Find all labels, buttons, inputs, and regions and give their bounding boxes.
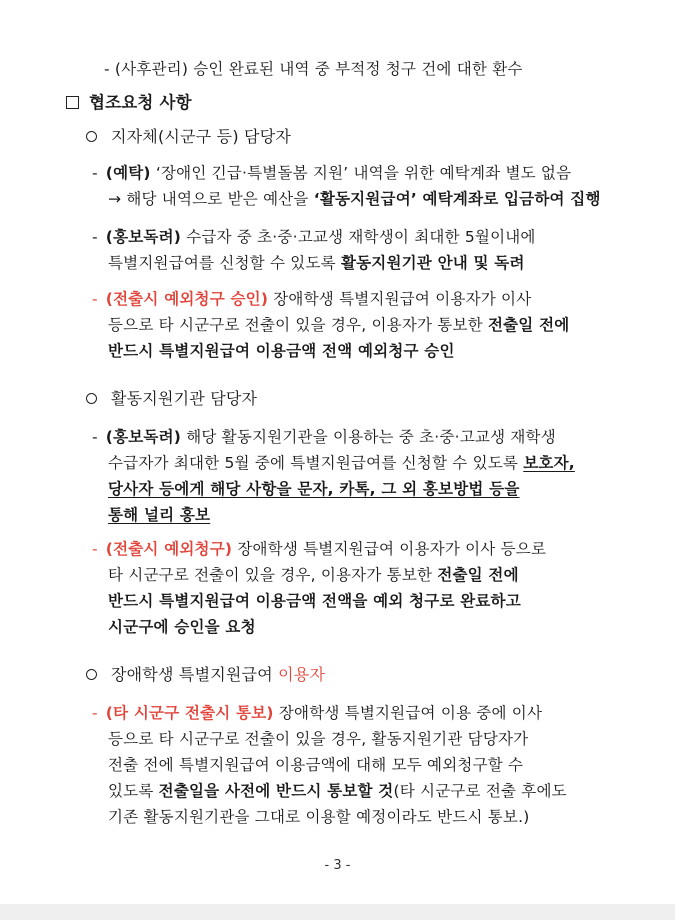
text-line: - (사후관리) 승인 완료된 내역 중 부적정 청구 건에 대한 환수 [104,60,523,78]
text-line: 시군구에 승인을 요청 [108,618,256,636]
subsection-heading: 활동지원기관 담당자 [86,388,257,410]
text-line: 전출 전에 특별지원급여 이용금액에 대해 모두 예외청구할 수 [108,756,524,774]
page-number: - 3 - [324,858,351,873]
text-line: 반드시 특별지원급여 이용금액 전액 예외청구 승인 [108,342,455,360]
text-line: - (예탁) ‘장애인 긴급·특별돌봄 지원’ 내역을 위한 예탁계좌 별도 없음 [92,164,572,182]
text-line: - (전출시 예외청구) 장애학생 특별지원급여 이용자가 이사 등으로 [92,540,547,558]
circle-bullet-icon [86,131,97,142]
text-line: 통해 널리 홍보 [108,506,211,524]
text-line: - (홍보독려) 해당 활동지원기관을 이용하는 중 초·중·고교생 재학생 [92,428,556,446]
checkbox-bullet-icon [66,96,79,109]
text-line: 등으로 타 시군구로 전출이 있을 경우, 활동지원기관 담당자가 [108,730,529,748]
text-line: - (타 시군구 전출시 통보) 장애학생 특별지원급여 이용 중에 이사 [92,704,543,722]
text-line: 당사자 등에게 해당 사항을 문자, 카톡, 그 외 홍보방법 등을 [108,480,520,498]
text-line: - (홍보독려) 수급자 중 초·중·고교생 재학생이 최대한 5월이내에 [92,228,536,246]
circle-bullet-icon [86,669,97,680]
text-line: 특별지원급여를 신청할 수 있도록 활동지원기관 안내 및 독려 [108,254,525,272]
text-line: - (전출시 예외청구 승인) 장애학생 특별지원급여 이용자가 이사 [92,290,532,308]
subsection-heading: 지자체(시군구 등) 담당자 [86,126,291,148]
text-line: 등으로 타 시군구로 전출이 있을 경우, 이용자가 통보한 전출일 전에 [108,316,570,334]
text-line: → 해당 내역으로 받은 예산을 ‘활동지원급여’ 예탁계좌로 입금하여 집행 [108,190,601,208]
section-heading: 협조요청 사항 [66,92,192,114]
subsection-heading: 장애학생 특별지원급여 이용자 [86,664,325,686]
text-line: 반드시 특별지원급여 이용금액 전액을 예외 청구로 완료하고 [108,592,521,610]
text-line: 있도록 전출일을 사전에 반드시 통보할 것(타 시군구로 전출 후에도 [108,782,567,800]
text-line: 타 시군구로 전출이 있을 경우, 이용자가 통보한 전출일 전에 [108,566,519,584]
text-line: 수급자가 최대한 5월 중에 특별지원급여를 신청할 수 있도록 보호자, [108,454,575,472]
text-line: 기존 활동지원기관을 그대로 이용할 예정이라도 반드시 통보.) [108,808,530,826]
circle-bullet-icon [86,393,97,404]
